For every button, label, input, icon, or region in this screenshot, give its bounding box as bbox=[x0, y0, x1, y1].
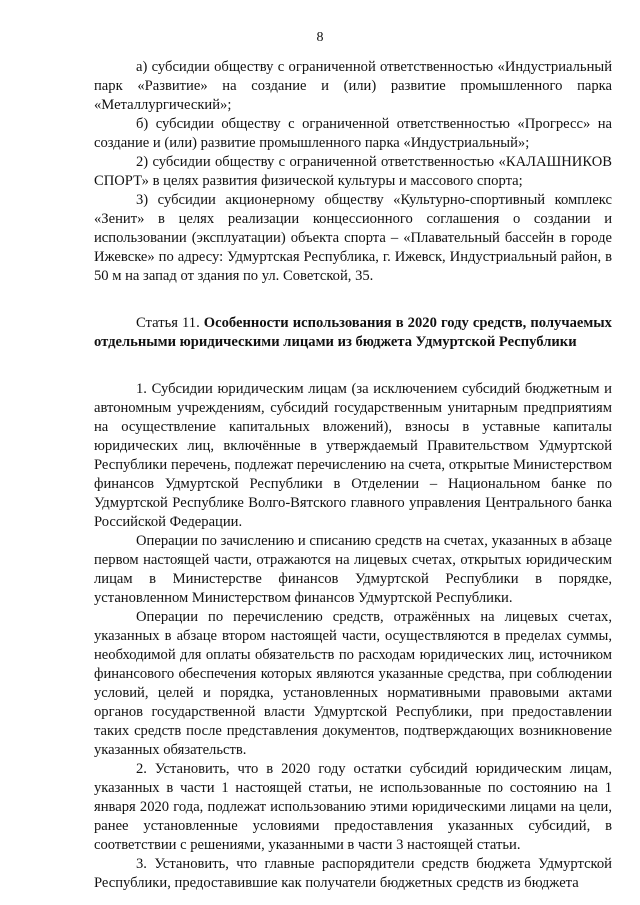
page-number: 8 bbox=[316, 30, 324, 45]
document-body bbox=[94, 58, 612, 893]
paragraph: Операции по зачислению и списанию средств на счетах, указанных в абзаце первом настоящей части, отражаются на лицевых счетах, открытых юридическим лицам в Министерстве финансов Удмуртской Республики в порядке, установленном Министерством финансов Удмуртской Республики. bbox=[94, 533, 612, 606]
list-item: б) субсидии обществу с ограниченной ответственностью «Прогресс» на создание и (или) развитие промышленного парка «Индустриальный»; bbox=[94, 116, 612, 151]
list-item: 2) субсидии обществу с ограниченной ответственностью «КАЛАШНИКОВ СПОРТ» в целях развития физической культуры и массового спорта; bbox=[94, 154, 612, 189]
article-title: Особенности использования в 2020 году средств, получаемых отдельными юридическими лицами из бюджета Удмуртской Республики bbox=[94, 315, 612, 350]
paragraph: 2. Установить, что в 2020 году остатки субсидий юридическим лицам, указанных в части 1 настоящей статьи, не использованные по состоянию на 1 января 2020 года, подлежат использованию этими юридическими лицами на цели, ранее установленные условиями предоставления указанных субсидий, в соответствии с решениями, указанными в части 3 настоящей статьи. bbox=[94, 761, 612, 853]
paragraph: 3. Установить, что главные распорядители средств бюджета Удмуртской Республики, предоставившие как получатели бюджетных средств из бюджета bbox=[94, 856, 612, 891]
list-item: 3) субсидии акционерному обществу «Культурно-спортивный комплекс «Зенит» в целях реализации концессионного соглашения о создании и использовании (эксплуатации) объекта спорта – «Плавательный бассейн в городе Ижевске» по адресу: Удмуртская Республика, г. Ижевск, Индустриальный район, в 50 м на запад от здания по ул. Советской, 35. bbox=[94, 192, 612, 284]
paragraph: 1. Субсидии юридическим лицам (за исключением субсидий бюджетным и автономным учреждениям, субсидий государственным унитарным предприятиям на осуществление капитальных вложений), взносы в уставные капиталы юридических лиц, включённые в утверждаемый Правительством Удмуртской Республики перечень, подлежат перечислению на счета, открытые Министерством финансов Удмуртской Республики в Отделении – Национальном банке по Удмуртской Республике Волго-Вятского главного управления Центрального банка Российской Федерации. bbox=[94, 381, 612, 530]
paragraph: Операции по перечислению средств, отражённых на лицевых счетах, указанных в абзаце втором настоящей части, осуществляются в пределах суммы, необходимой для оплаты обязательств по расходам юридических лиц, источником финансового обеспечения которых являются указанные средства, при соблюдении условий, целей и порядка, установленных нормативными правовыми актами органов государственной власти Удмуртской Республики, при предоставлении таких средств после представления документов, подтверждающих возникновение указанных обязательств. bbox=[94, 609, 612, 758]
list-item: а) субсидии обществу с ограниченной ответственностью «Индустриальный парк «Развитие» на создание и (или) развитие промышленного парка «Металлургический»; bbox=[94, 59, 612, 113]
article-label: Статья 11. bbox=[136, 315, 200, 331]
article-heading bbox=[94, 314, 612, 352]
